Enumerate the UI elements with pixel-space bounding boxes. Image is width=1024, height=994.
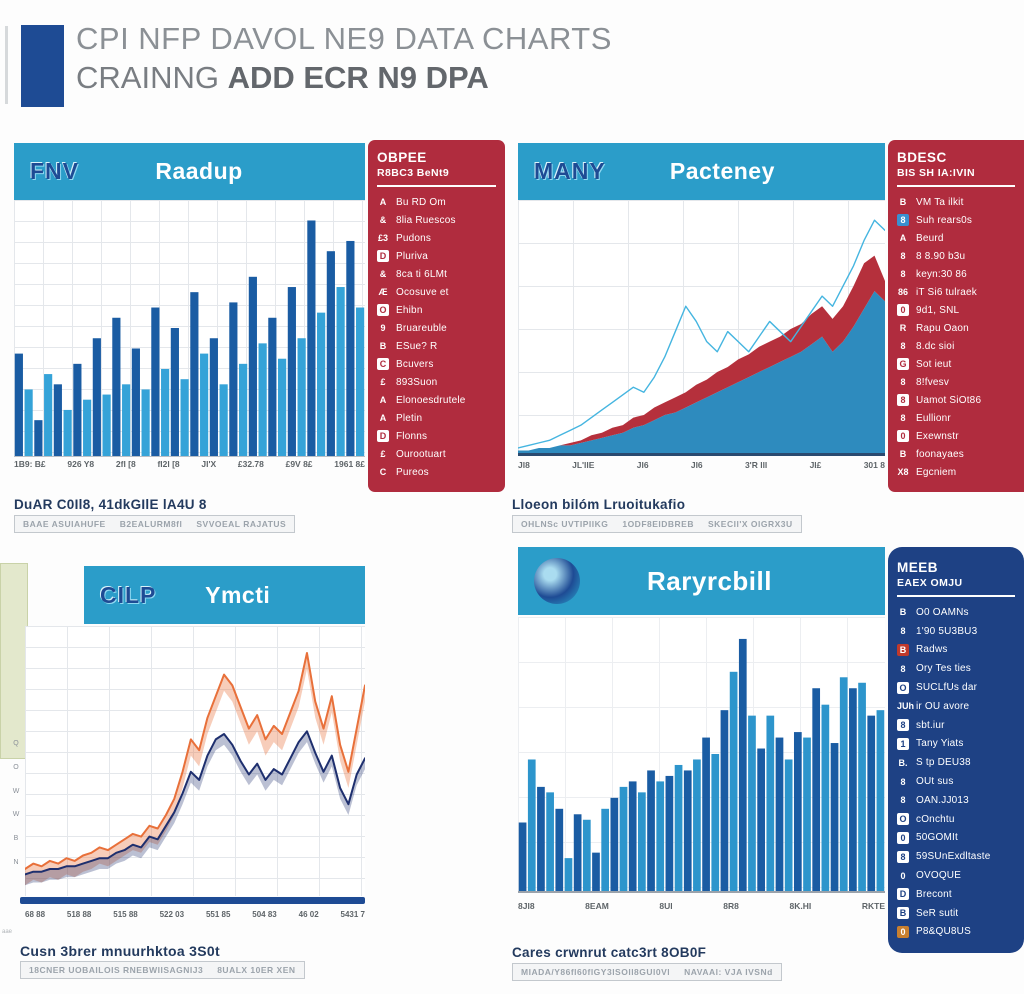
list-item[interactable] bbox=[897, 735, 1015, 754]
brand-logo-square bbox=[21, 25, 64, 107]
caption-tag[interactable]: B2EALURM8fl bbox=[119, 519, 183, 529]
list-item[interactable] bbox=[897, 847, 1015, 866]
item-label: P8&QU8US bbox=[916, 926, 971, 938]
item-label: sbt.iur bbox=[916, 719, 945, 731]
item-icon: 8 bbox=[900, 663, 906, 674]
item-icon: 9 bbox=[380, 323, 386, 333]
list-item[interactable] bbox=[897, 463, 1015, 481]
x-tick-label: 301 8 bbox=[863, 460, 885, 470]
panel2-title: Pacteney bbox=[669, 158, 775, 184]
sidebar2-title: BDESC bbox=[897, 150, 947, 165]
item-icon: 0 bbox=[897, 304, 909, 316]
x-tick-label: 518 88 bbox=[66, 910, 92, 919]
item-icon: £3 bbox=[377, 233, 388, 243]
item-icon: O bbox=[377, 304, 389, 316]
item-icon: 0 bbox=[897, 832, 909, 844]
list-item[interactable] bbox=[897, 904, 1015, 923]
y-tick-label: Q bbox=[13, 740, 19, 747]
caption-tag[interactable]: OHLNSc UVTIPIIKG bbox=[521, 519, 609, 529]
item-label: Beurd bbox=[916, 232, 944, 244]
item-icon: A bbox=[899, 233, 907, 243]
header-accent-line bbox=[5, 26, 8, 104]
x-tick-label: 551 85 bbox=[205, 910, 231, 919]
panel4-header bbox=[518, 547, 885, 615]
list-item[interactable] bbox=[897, 265, 1015, 283]
panel3-line-chart bbox=[25, 626, 365, 896]
item-icon: C bbox=[379, 467, 387, 477]
list-item[interactable] bbox=[897, 772, 1015, 791]
list-item[interactable] bbox=[897, 829, 1015, 848]
item-icon: 0 bbox=[897, 430, 909, 442]
item-icon: 8 bbox=[897, 719, 909, 731]
x-tick-label: £32.78 bbox=[237, 459, 264, 469]
list-item[interactable] bbox=[897, 247, 1015, 265]
panel3-caption: Cusn 3brer mnuurhktoa 3S0t bbox=[20, 943, 220, 959]
item-label: Suh rears0s bbox=[916, 214, 973, 226]
caption-tag[interactable]: SVVOEAL RAJATUS bbox=[196, 519, 287, 529]
list-item[interactable] bbox=[897, 641, 1015, 660]
x-tick-label: 2fl [8 bbox=[115, 459, 136, 469]
panel1-legend-sidebar bbox=[368, 140, 505, 492]
item-icon: R bbox=[899, 323, 907, 333]
list-item[interactable] bbox=[897, 391, 1015, 409]
list-item[interactable] bbox=[377, 283, 496, 301]
item-icon: B bbox=[379, 341, 387, 351]
x-tick-label: 8EAM bbox=[585, 901, 609, 911]
item-icon: 86 bbox=[897, 287, 908, 297]
item-icon: 8 bbox=[897, 851, 909, 863]
item-icon: B bbox=[899, 449, 907, 459]
x-tick-label: 3'R lll bbox=[744, 460, 768, 470]
item-label: Pureos bbox=[396, 466, 429, 478]
panel1-logo: FNV bbox=[30, 158, 79, 184]
item-icon: B. bbox=[898, 757, 908, 768]
item-icon: G bbox=[897, 358, 909, 370]
item-label: Egcniem bbox=[916, 466, 957, 478]
item-icon: 8 bbox=[897, 394, 909, 406]
list-item[interactable] bbox=[377, 355, 496, 373]
panel3-y-axis bbox=[10, 740, 22, 866]
page-title-line2-normal: CRAINNG bbox=[76, 59, 228, 95]
panel1-bar-chart bbox=[14, 200, 365, 457]
list-item[interactable] bbox=[897, 283, 1015, 301]
list-item[interactable] bbox=[897, 716, 1015, 735]
item-label: Pluriva bbox=[396, 250, 428, 262]
y-tick-label: W bbox=[12, 811, 20, 819]
item-label: Ory Tes ties bbox=[916, 663, 972, 675]
list-item[interactable] bbox=[377, 301, 496, 319]
list-item[interactable] bbox=[897, 211, 1015, 229]
item-icon: X8 bbox=[897, 467, 909, 477]
item-label: keyn:30 86 bbox=[916, 268, 967, 280]
item-label: Bcuvers bbox=[396, 358, 434, 370]
list-item[interactable] bbox=[897, 659, 1015, 678]
x-tick-label: 8R8 bbox=[723, 901, 739, 911]
list-item[interactable] bbox=[377, 445, 496, 463]
sidebar1-item-list bbox=[377, 193, 496, 481]
page-title-line1: CPI NFP DAVOL NE9 DATA CHARTS bbox=[76, 21, 612, 56]
sidebar2-divider bbox=[897, 185, 1015, 187]
list-item[interactable] bbox=[897, 603, 1015, 622]
x-tick-label: 504 83 bbox=[252, 910, 277, 919]
sidebar4-divider bbox=[897, 595, 1015, 597]
item-icon: 1 bbox=[897, 738, 909, 750]
page-title bbox=[76, 20, 612, 98]
list-item[interactable] bbox=[897, 427, 1015, 445]
item-label: O0 OAMNs bbox=[916, 606, 969, 618]
item-label: Ourootuart bbox=[396, 448, 446, 460]
item-label: 8lia Ruescos bbox=[396, 214, 456, 226]
panel2-legend-sidebar bbox=[888, 140, 1024, 492]
x-tick-label: £9V 8£ bbox=[285, 459, 313, 469]
x-tick-label: 46 02 bbox=[298, 910, 319, 919]
x-tick-label: 926 Y8 bbox=[67, 459, 95, 469]
sidebar4-title: MEEB bbox=[897, 560, 939, 575]
item-icon: 0 bbox=[900, 870, 906, 881]
y-tick-label: O bbox=[13, 763, 19, 771]
item-icon: 8 bbox=[897, 214, 909, 226]
sidebar4-item-list bbox=[897, 603, 1015, 941]
item-icon: 8 bbox=[900, 377, 906, 387]
list-item[interactable] bbox=[897, 678, 1015, 697]
list-item[interactable] bbox=[377, 409, 496, 427]
sidebar2-subtitle: BIS SH IA:IVIN bbox=[897, 167, 975, 179]
panel2-tag-box bbox=[512, 515, 802, 533]
x-tick-label: 515 88 bbox=[113, 910, 138, 919]
panel4-x-axis bbox=[518, 901, 885, 911]
x-tick-label: JL'llE bbox=[572, 460, 595, 470]
panel1-header bbox=[14, 143, 365, 200]
list-item[interactable] bbox=[897, 301, 1015, 319]
item-icon: B bbox=[899, 197, 907, 207]
item-label: Bu RD Om bbox=[396, 196, 446, 208]
x-tick-label: 8K.HI bbox=[789, 901, 812, 911]
item-label: Exewnstr bbox=[916, 430, 959, 442]
panel4-logo-badge-icon bbox=[534, 558, 580, 604]
item-label: S tp DEU38 bbox=[916, 757, 971, 769]
item-label: 50GOMIt bbox=[916, 832, 958, 844]
x-tick-label: 68 88 bbox=[25, 910, 46, 919]
list-item[interactable] bbox=[377, 463, 496, 481]
x-tick-label: fl2l [8 bbox=[157, 459, 180, 469]
y-tick-label: W bbox=[12, 787, 20, 795]
item-icon: Æ bbox=[378, 287, 388, 297]
panel2-header bbox=[518, 143, 885, 200]
item-icon: C bbox=[377, 358, 389, 370]
item-label: Pudons bbox=[396, 232, 432, 244]
x-tick-label: 1961 8£ bbox=[334, 459, 365, 469]
item-icon: 8 bbox=[900, 251, 906, 261]
list-item[interactable] bbox=[377, 319, 496, 337]
item-icon: 8 bbox=[900, 626, 906, 637]
panel3-axis-bar bbox=[20, 897, 365, 904]
panel4-caption: Cares crwnrut catc3rt 8OB0F bbox=[512, 945, 707, 960]
item-label: Brecont bbox=[916, 888, 952, 900]
item-label: Bruareuble bbox=[396, 322, 447, 334]
list-item[interactable] bbox=[897, 791, 1015, 810]
item-icon: B bbox=[899, 607, 907, 618]
item-icon: 8 bbox=[900, 413, 906, 423]
item-label: Uamot SiOt86 bbox=[916, 394, 982, 406]
item-label: OVOQUE bbox=[916, 870, 962, 882]
panel1-caption: DuAR C0Il8, 41dkGIlE lA4U 8 bbox=[14, 497, 207, 512]
list-item[interactable] bbox=[897, 923, 1015, 942]
panel4-bar-chart bbox=[518, 617, 885, 893]
list-item[interactable] bbox=[897, 885, 1015, 904]
x-tick-label: Jl'X bbox=[201, 459, 217, 469]
item-icon: O bbox=[897, 682, 909, 694]
item-icon: O bbox=[897, 813, 909, 825]
panel2-caption: Lloeon bilóm Lruoitukafio bbox=[512, 497, 686, 512]
item-label: 8!fvesv bbox=[916, 376, 950, 388]
list-item[interactable] bbox=[377, 391, 496, 409]
list-item[interactable] bbox=[377, 193, 496, 211]
list-item[interactable] bbox=[897, 193, 1015, 211]
list-item[interactable] bbox=[377, 337, 496, 355]
panel3-x-axis bbox=[25, 910, 365, 919]
list-item[interactable] bbox=[897, 810, 1015, 829]
list-item[interactable] bbox=[897, 697, 1015, 716]
item-label: 8ca ti 6LMt bbox=[396, 268, 448, 280]
item-label: OAN.JJ013 bbox=[916, 794, 969, 806]
panel1-tag-box bbox=[14, 515, 295, 533]
item-label: Pletin bbox=[396, 412, 423, 424]
list-item[interactable] bbox=[377, 427, 496, 445]
panel4-title: Raryrcbill bbox=[647, 565, 772, 596]
panel2-area-line-chart bbox=[518, 200, 885, 456]
item-label: 8 8.90 b3u bbox=[916, 250, 966, 262]
caption-tag[interactable]: NAVAAl: VJA IVSNd bbox=[684, 967, 773, 977]
list-item[interactable] bbox=[897, 622, 1015, 641]
item-icon: 0 bbox=[897, 926, 909, 938]
item-label: iT Si6 tulraek bbox=[916, 286, 977, 298]
item-label: 893Suon bbox=[396, 376, 438, 388]
list-item[interactable] bbox=[897, 319, 1015, 337]
item-label: OUt sus bbox=[916, 776, 954, 788]
item-icon: £ bbox=[380, 377, 386, 387]
list-item[interactable] bbox=[897, 337, 1015, 355]
page-title-line2-bold: ADD ECR N9 DPA bbox=[227, 59, 489, 95]
item-label: 9d1, SNL bbox=[916, 304, 960, 316]
x-tick-label: 5431 7 bbox=[340, 910, 365, 919]
sidebar1-subtitle: R8BC3 BeNt9 bbox=[377, 167, 450, 179]
item-icon: A bbox=[379, 197, 387, 207]
panel3-title: Ymcti bbox=[205, 581, 271, 608]
panel1-x-axis bbox=[14, 459, 365, 469]
item-label: ESue? R bbox=[396, 340, 438, 352]
item-label: Eullionr bbox=[916, 412, 951, 424]
item-label: Rapu Oaon bbox=[916, 322, 969, 334]
y-tick-label: B bbox=[13, 835, 19, 843]
panel4-tag-box bbox=[512, 963, 782, 981]
item-icon: £ bbox=[380, 449, 386, 459]
item-label: Tany Yiats bbox=[916, 738, 964, 750]
item-icon: & bbox=[379, 269, 387, 279]
item-label: Radws bbox=[916, 644, 948, 656]
left-margin-strip bbox=[0, 563, 28, 759]
margin-note: aae bbox=[2, 929, 13, 935]
item-label: cOnchtu bbox=[916, 813, 955, 825]
caption-tag[interactable]: MIADA/Y86fl60flGY3lSOll8GUl0Vl bbox=[521, 967, 671, 977]
item-label: Ehibn bbox=[396, 304, 423, 316]
item-label: 1'90 5U3BU3 bbox=[916, 625, 978, 637]
x-tick-label: Jl6 bbox=[636, 460, 649, 470]
panel3-logo: CILP bbox=[100, 581, 157, 608]
x-tick-label: 8Jl8 bbox=[518, 901, 535, 911]
item-icon: & bbox=[379, 215, 387, 225]
list-item[interactable] bbox=[897, 753, 1015, 772]
panel2-x-axis bbox=[518, 460, 885, 470]
list-item[interactable] bbox=[377, 247, 496, 265]
list-item[interactable] bbox=[377, 211, 496, 229]
item-icon: JUh bbox=[897, 701, 915, 712]
sidebar4-subtitle: EAEX OMJU bbox=[897, 577, 963, 589]
item-icon: 8 bbox=[900, 795, 906, 806]
panel2-logo: MANY bbox=[534, 158, 606, 184]
item-icon: A bbox=[379, 395, 387, 405]
sidebar2-item-list bbox=[897, 193, 1015, 481]
panel3-header bbox=[84, 566, 365, 624]
item-icon: A bbox=[379, 413, 387, 423]
y-tick-label: N bbox=[13, 858, 19, 866]
list-item[interactable] bbox=[897, 355, 1015, 373]
item-icon: 8 bbox=[900, 269, 906, 279]
item-label: SUCLfUs dar bbox=[916, 682, 978, 694]
item-label: Flonns bbox=[396, 430, 428, 442]
item-label: foonayaes bbox=[916, 448, 964, 460]
panel4-legend-sidebar bbox=[888, 547, 1024, 953]
x-tick-label: 1B9: B£ bbox=[14, 459, 46, 469]
item-icon: D bbox=[897, 888, 909, 900]
sidebar1-divider bbox=[377, 185, 496, 187]
caption-tag[interactable]: BAAE ASUIAHUFE bbox=[23, 519, 106, 529]
x-tick-label: Jl£ bbox=[809, 460, 822, 470]
caption-tag[interactable]: 8UALX 10ER XEN bbox=[217, 965, 296, 975]
list-item[interactable] bbox=[897, 866, 1015, 885]
x-tick-label: Jl6 bbox=[690, 460, 703, 470]
caption-tag[interactable]: SKECIl'X OlGRX3U bbox=[708, 519, 793, 529]
x-tick-label: 522 03 bbox=[159, 910, 185, 919]
panel1-title: Raadup bbox=[155, 158, 243, 184]
list-item[interactable] bbox=[377, 229, 496, 247]
item-label: SeR sutit bbox=[916, 907, 959, 919]
item-icon: D bbox=[377, 250, 389, 262]
item-icon: 8 bbox=[900, 776, 906, 787]
caption-tag[interactable]: 1ODF8EIDBREB bbox=[622, 519, 694, 529]
list-item[interactable] bbox=[897, 445, 1015, 463]
panel3-tag-box bbox=[20, 961, 305, 979]
item-label: VM Ta ilkit bbox=[916, 196, 964, 208]
item-label: ir OU avore bbox=[916, 700, 970, 712]
item-label: Elonoesdrutele bbox=[396, 394, 466, 406]
list-item[interactable] bbox=[377, 373, 496, 391]
caption-tag[interactable]: 18CNER UOBAILOIS RNEBWIISAGNIJ3 bbox=[29, 965, 204, 975]
item-icon: 8 bbox=[900, 341, 906, 351]
item-icon: B bbox=[897, 644, 909, 656]
item-label: Sot ieut bbox=[916, 358, 952, 370]
x-tick-label: 8Ul bbox=[659, 901, 673, 911]
item-label: 59SUnExdltaste bbox=[916, 851, 991, 863]
item-icon: B bbox=[897, 907, 909, 919]
sidebar1-title: OBPEE bbox=[377, 150, 427, 165]
list-item[interactable] bbox=[377, 265, 496, 283]
x-tick-label: Jl8 bbox=[518, 460, 530, 470]
item-label: Ocosuve et bbox=[396, 286, 449, 298]
list-item[interactable] bbox=[897, 229, 1015, 247]
page-title-line2 bbox=[76, 59, 612, 98]
list-item[interactable] bbox=[897, 409, 1015, 427]
list-item[interactable] bbox=[897, 373, 1015, 391]
item-icon: D bbox=[377, 430, 389, 442]
x-tick-label: RKTE bbox=[861, 901, 885, 911]
item-label: 8.dc sioi bbox=[916, 340, 955, 352]
